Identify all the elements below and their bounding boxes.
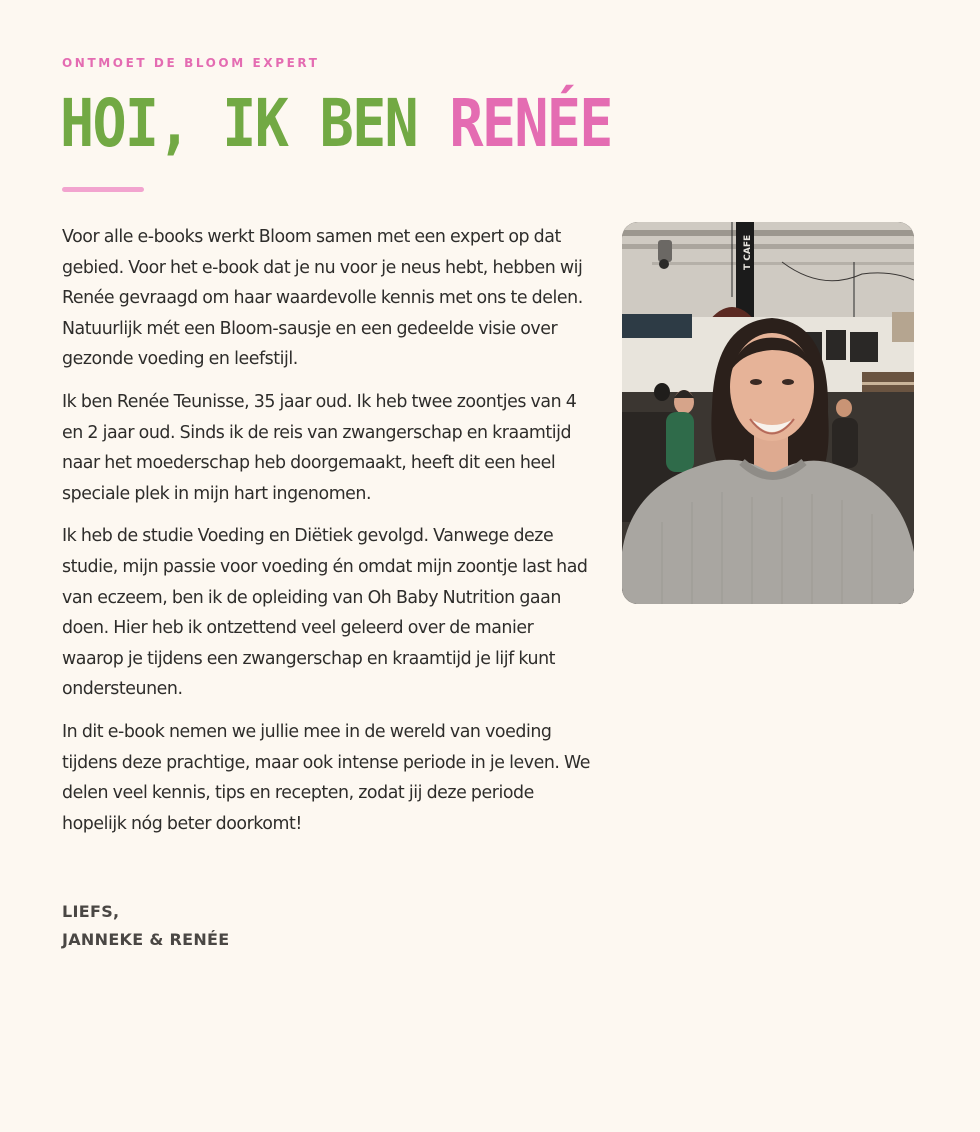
expert-portrait-photo: [622, 222, 914, 604]
signoff: [62, 898, 229, 954]
page-title: [60, 84, 612, 164]
title-greeting: HOI, IK BEN: [60, 85, 450, 162]
signoff-names: JANNEKE & RENÉE: [62, 930, 230, 949]
title-name: RENÉE: [449, 85, 612, 162]
intro-text: [62, 222, 594, 851]
title-underline: [62, 187, 144, 192]
paragraph-education: Ik heb de studie Voeding en Diëtiek gevolgd. Vanwege deze studie, mijn passie voor voeding én omdat mijn zoontje last had van eczeem, ben ik de opleiding van Oh Baby Nutrition gaan doen. Hier heb ik ontzettend veel geleerd over de manier waarop je tijdens een zwangerschap en kraamtijd je lijf kunt ondersteunen.: [62, 526, 588, 700]
paragraph-about: Ik ben Renée Teunisse, 35 jaar oud. Ik heb twee zoontjes van 4 en 2 jaar oud. Sinds ik de reis van zwangerschap en kraamtijd naar het moederschap heb doorgemaakt, heeft dit een heel speciale plek in mijn hart ingenomen.: [62, 391, 577, 504]
paragraph-ebook: In dit e-book nemen we jullie mee in de wereld van voeding tijdens deze prachtige, maar ook intense periode in je leven. We delen veel kennis, tips en recepten, zodat jij deze periode hopelijk nóg beter doorkomt!: [62, 721, 591, 834]
cafe-sign-text: T CAFE: [743, 234, 753, 270]
paragraph-intro: Voor alle e-books werkt Bloom samen met een expert op dat gebied. Voor het e-book dat je nu voor je neus hebt, hebben wij Renée gevraagd om haar waardevolle kennis met ons te delen. Natuurlijk mét een Bloom-sausje en een gedeelde visie over gezonde voeding en leefstijl.: [62, 227, 583, 370]
signoff-greeting: LIEFS,: [62, 902, 120, 921]
eyebrow-label: ONTMOET DE BLOOM EXPERT: [62, 56, 320, 70]
